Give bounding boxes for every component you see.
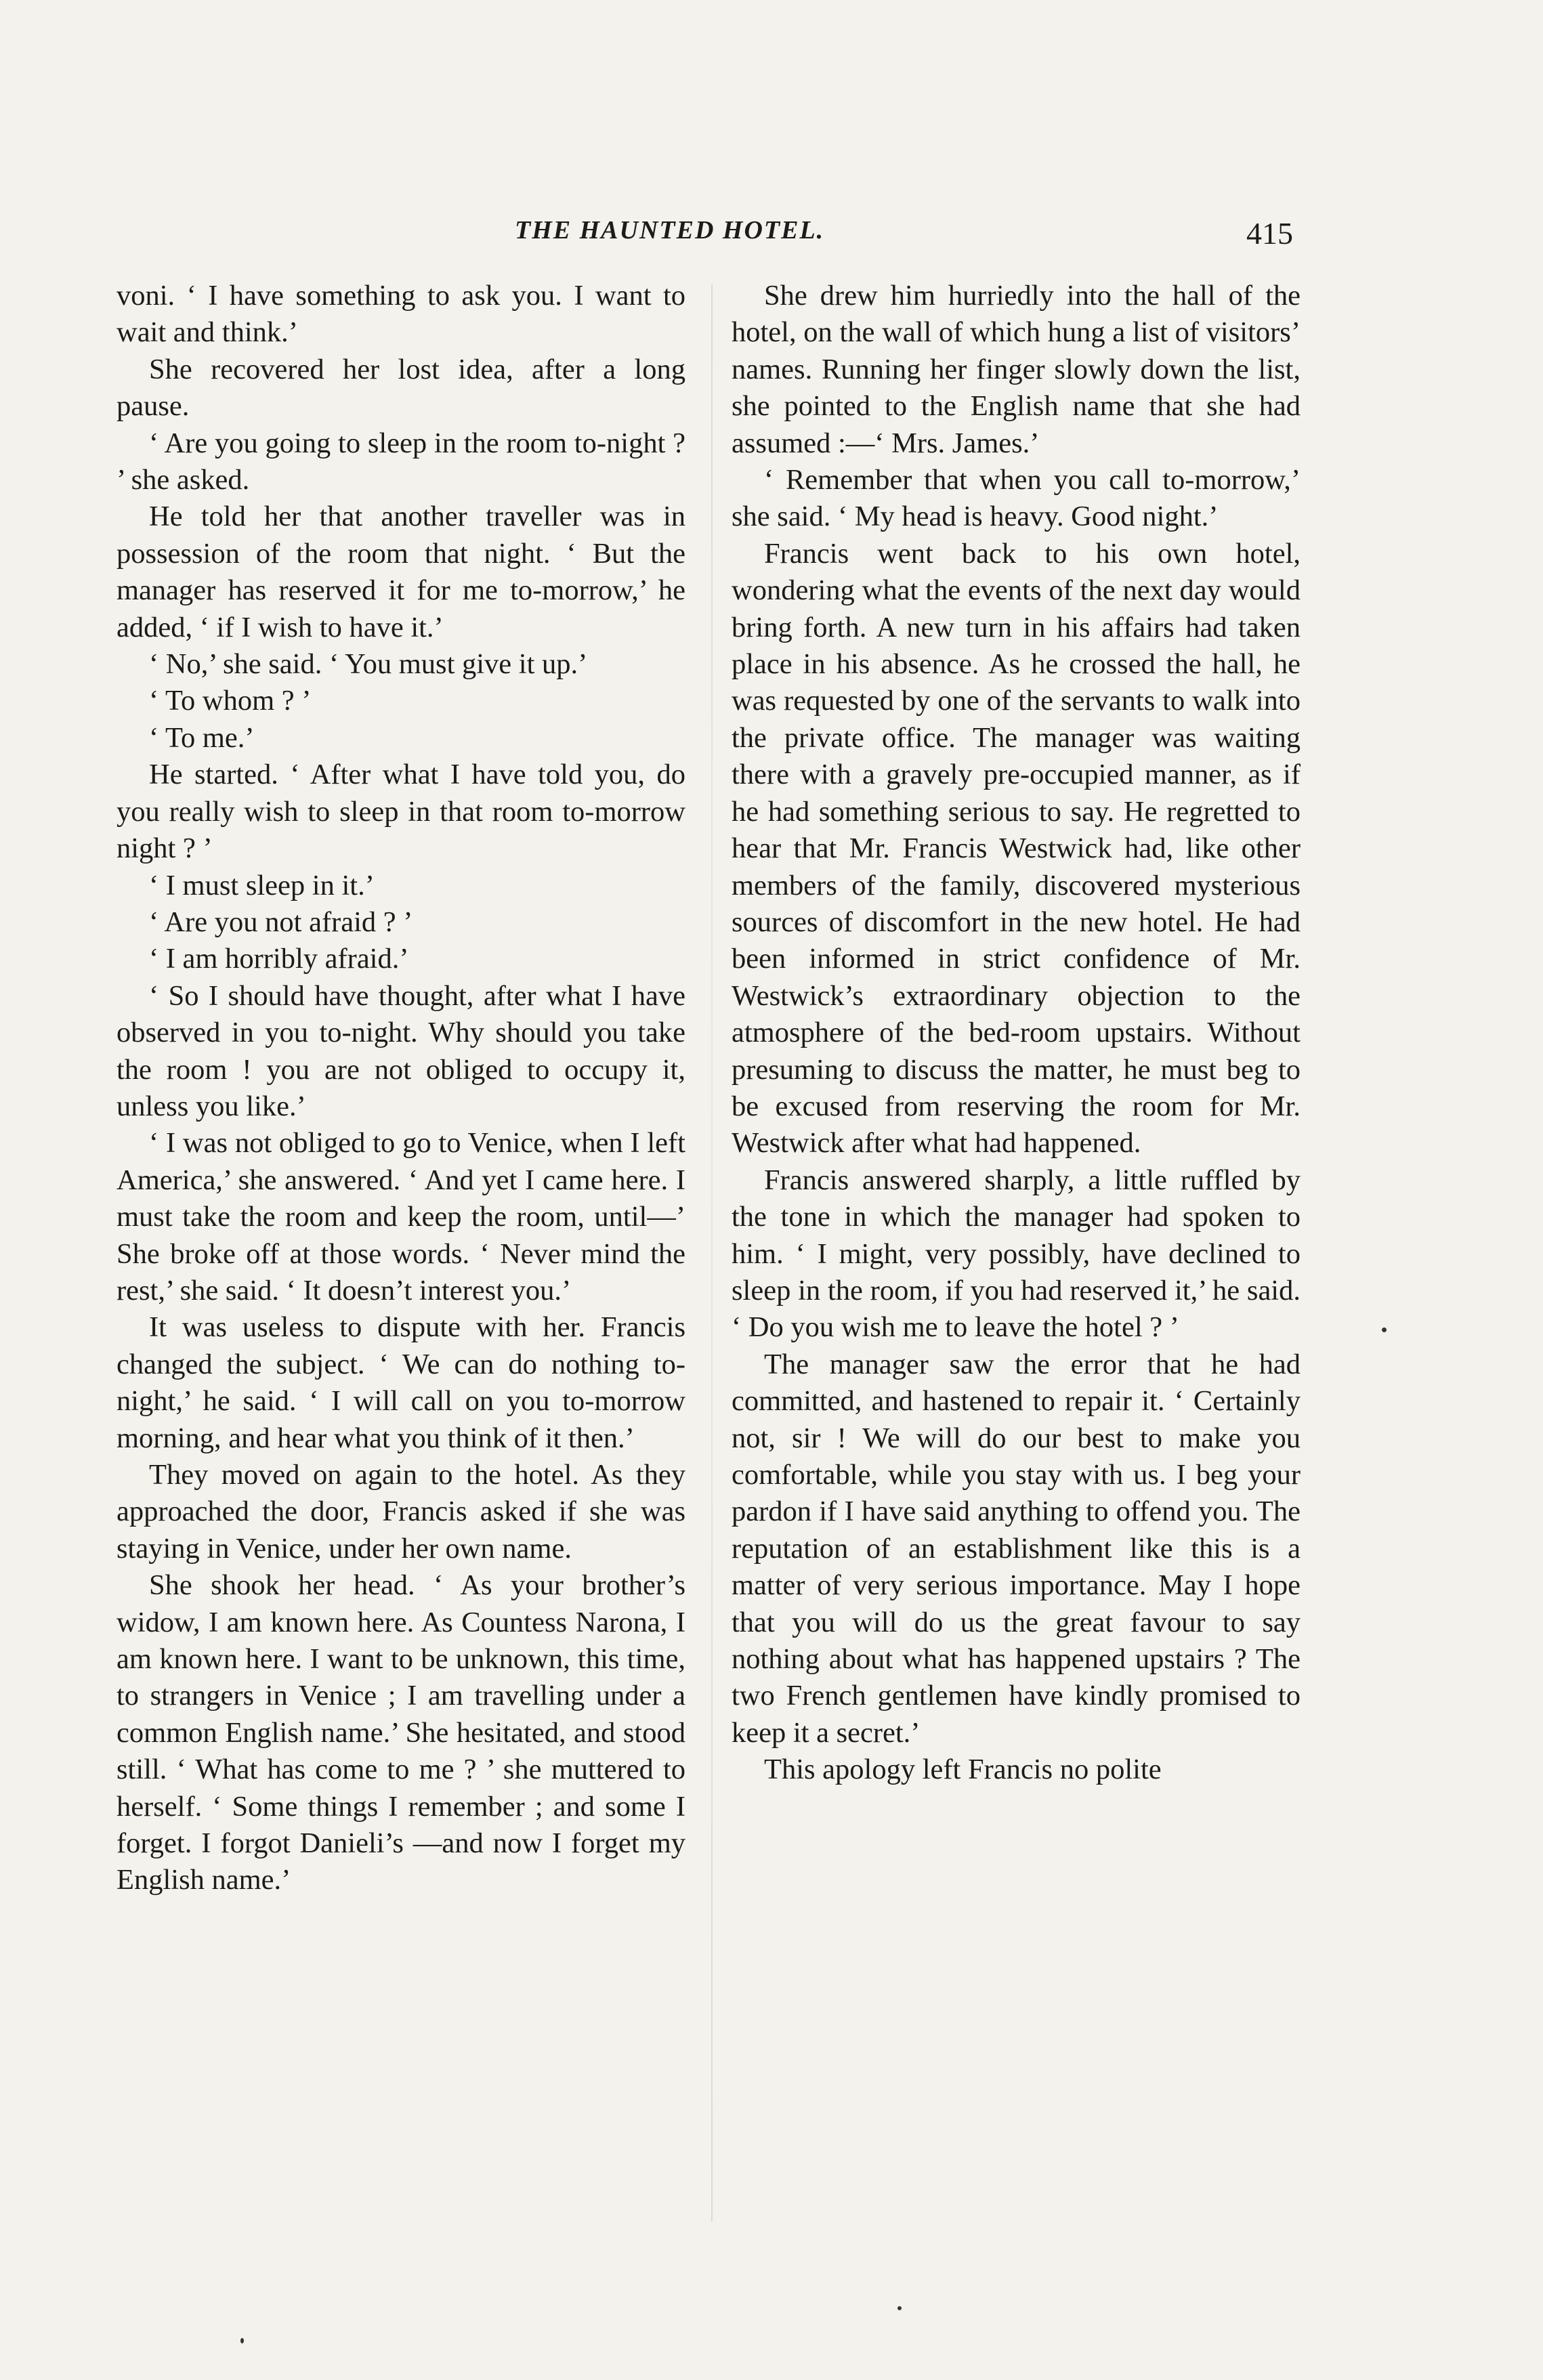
paragraph: Francis went back to his own hotel, wondering what the events of the next day would bring forth. A new turn in his affairs had taken place in his absence. As he crossed the hall, he was requested by one of the servants to walk into the private office. The manager was waiting there with a gravely pre-occupied manner, as if he had something serious to say. He regretted to hear that Mr. Francis Westwick had, like other members of the family, discovered mysterious sources of discomfort in the new hotel. He had been informed in strict confidence of Mr. Westwick’s extraordinary objection to the atmosphere of the bed-room upstairs. Without presuming to discuss the matter, he must beg to be excused from reserving the room for Mr. Westwick after what had happened. <box>732 537 1301 1160</box>
paragraph: voni. ‘ I have something to ask you. I want to wait and think.’ <box>117 280 685 349</box>
right-column <box>732 278 1301 1789</box>
ink-speck <box>240 2338 244 2343</box>
column-divider <box>711 284 713 2222</box>
paragraph: She recovered her lost idea, after a long pause. <box>117 353 685 423</box>
paragraph: ‘ No,’ she said. ‘ You must give it up.’ <box>149 648 588 681</box>
paragraph: ‘ I am horribly afraid.’ <box>149 943 409 975</box>
paragraph: This apology left Francis no polite <box>764 1754 1162 1786</box>
paragraph: She drew him hurriedly into the hall of the hotel, on the wall of which hung a list of visitors’ names. Running her finger slowly down the list, she pointed to the English name that she had assumed :—‘ Mrs. James.’ <box>732 280 1301 459</box>
paragraph: They moved on again to the hotel. As they approached the door, Francis asked if she was staying in Venice, under her own name. <box>117 1459 685 1565</box>
page-number: 415 <box>1246 216 1293 251</box>
paragraph: She shook her head. ‘ As your brother’s widow, I am known here. As Countess Narona, I am known here. I want to be unknown, this time, to strangers in Venice ; I am travelling under a common English name.’ She hesitated, and stood still. ‘ What has come to me ? ’ she muttered to herself. ‘ Some things I remember ; and some I forget. I forgot Danieli’s —and now I forget my English name.’ <box>117 1569 685 1896</box>
paragraph: He started. ‘ After what I have told you, do you really wish to sleep in that room to-morrow night ? ’ <box>117 759 685 865</box>
paragraph: ‘ Are you going to sleep in the room to-night ? ’ she asked. <box>117 427 685 496</box>
paragraph: It was useless to dispute with her. Francis changed the subject. ‘ We can do nothing to-night,’ he said. ‘ I will call on you to-morrow morning, and hear what you think of it then.’ <box>117 1311 685 1454</box>
paragraph: ‘ Remember that when you call to-morrow,’ she said. ‘ My head is heavy. Good night.’ <box>732 464 1301 533</box>
paragraph: ‘ To whom ? ’ <box>149 685 312 717</box>
running-head <box>0 215 1543 263</box>
paragraph: ‘ To me.’ <box>149 721 255 754</box>
ink-speck <box>897 2306 902 2310</box>
running-title: THE HAUNTED HOTEL. <box>515 216 825 245</box>
paragraph: ‘ Are you not afraid ? ’ <box>149 906 413 938</box>
paragraph: ‘ So I should have thought, after what I have observed in you to-night. Why should you take the room ! you are not obliged to occupy it, unless you like.’ <box>117 979 685 1122</box>
paragraph: ‘ I was not obliged to go to Venice, when I left America,’ she answered. ‘ And yet I came here. I must take the room and keep the room, until—’ She broke off at those words. ‘ Never mind the rest,’ she said. ‘ It doesn’t interest you.’ <box>117 1127 685 1306</box>
ink-speck <box>1382 1327 1387 1332</box>
paragraph: Francis answered sharply, a little ruffled by the tone in which the manager had spoken to him. ‘ I might, very possibly, have declined to sleep in the room, if you had reserved it,’ he said. ‘ Do you wish me to leave the hotel ? ’ <box>732 1164 1301 1344</box>
left-column <box>117 278 685 1899</box>
paragraph: He told her that another traveller was in possession of the room that night. ‘ But the manager has reserved it for me to-morrow,’ he added, ‘ if I wish to have it.’ <box>117 501 685 643</box>
paragraph: The manager saw the error that he had committed, and hastened to repair it. ‘ Certainly not, sir ! We will do our best to make you comfortable, while you stay with us. I beg your pardon if I have said anything to offend you. The reputation of an establishment like this is a matter of very serious importance. May I hope that you will do us the great favour to say nothing about what has happened upstairs ? The two French gentlemen have kindly promised to keep it a secret.’ <box>732 1348 1301 1749</box>
paragraph: ‘ I must sleep in it.’ <box>149 869 375 901</box>
